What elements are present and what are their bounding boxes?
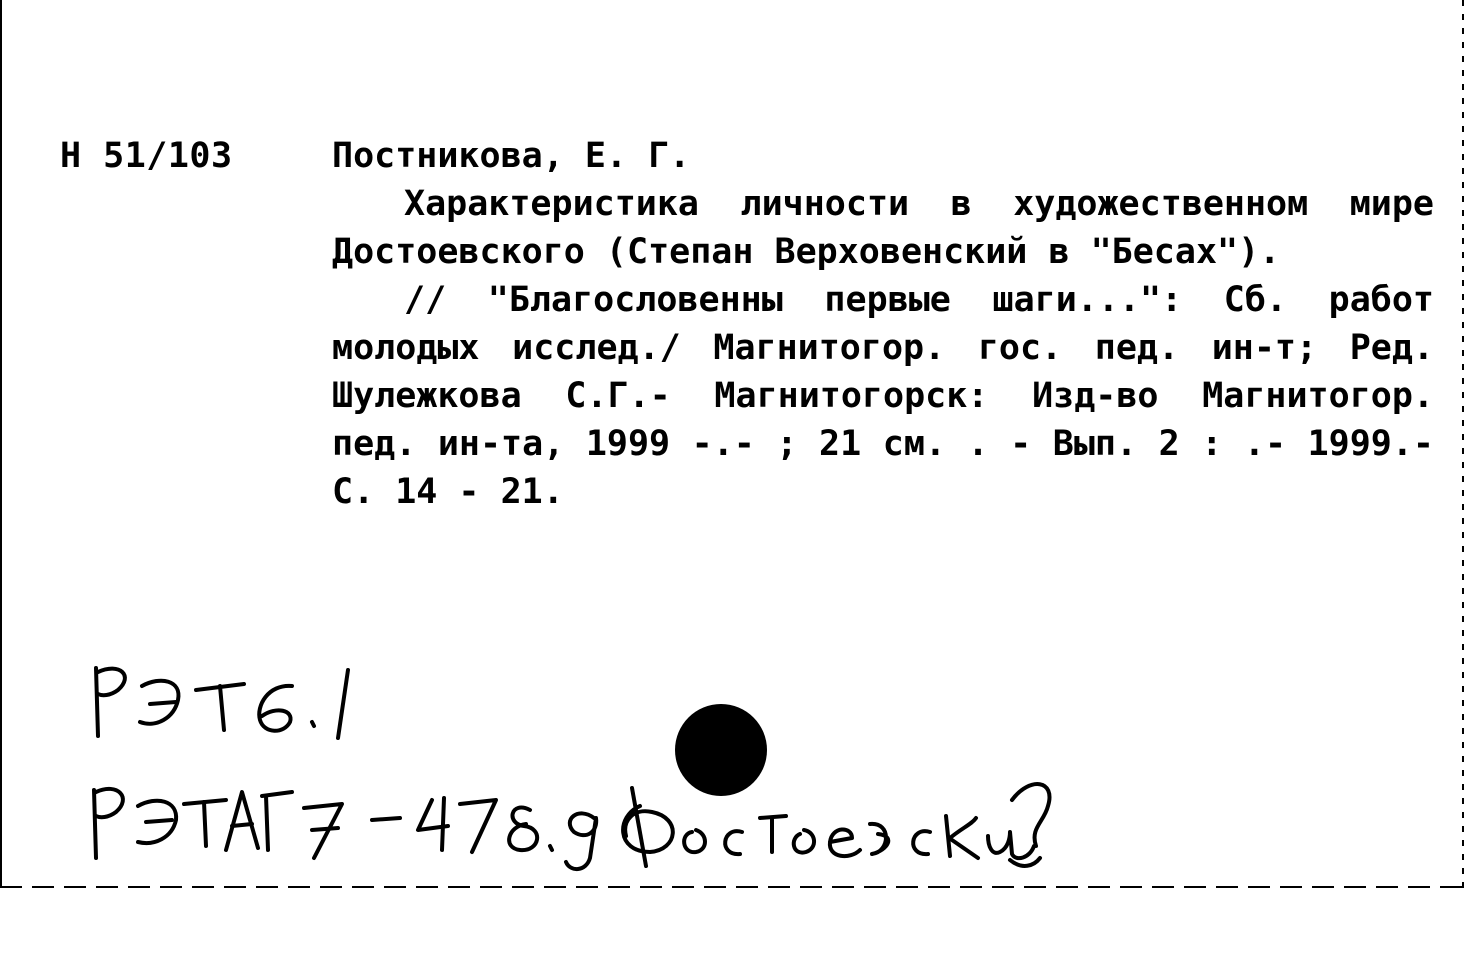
handwritten-line-1	[96, 668, 348, 738]
source-description: // "Благословенны первые шаги...": Сб. работ молодых исслед./ Магнитогор. гос. пед. ин-т; Ред. Шулежкова С.Г.- Магнитогорск: Изд-во Магнитогор. пед. ин-та, 1999 -.- ; 21 см. . - Вып. 2 : .- 1999.-С. 14 - 21.	[332, 280, 1434, 512]
title-description: Характеристика личности в художественном мире Достоевского (Степан Верховенский в "Бесах").	[332, 184, 1434, 272]
handwritten-line-2-text	[84, 760, 1044, 970]
shelfmark: Н 51/103	[60, 136, 233, 176]
author-heading: Постникова, Е. Г.	[332, 136, 691, 176]
